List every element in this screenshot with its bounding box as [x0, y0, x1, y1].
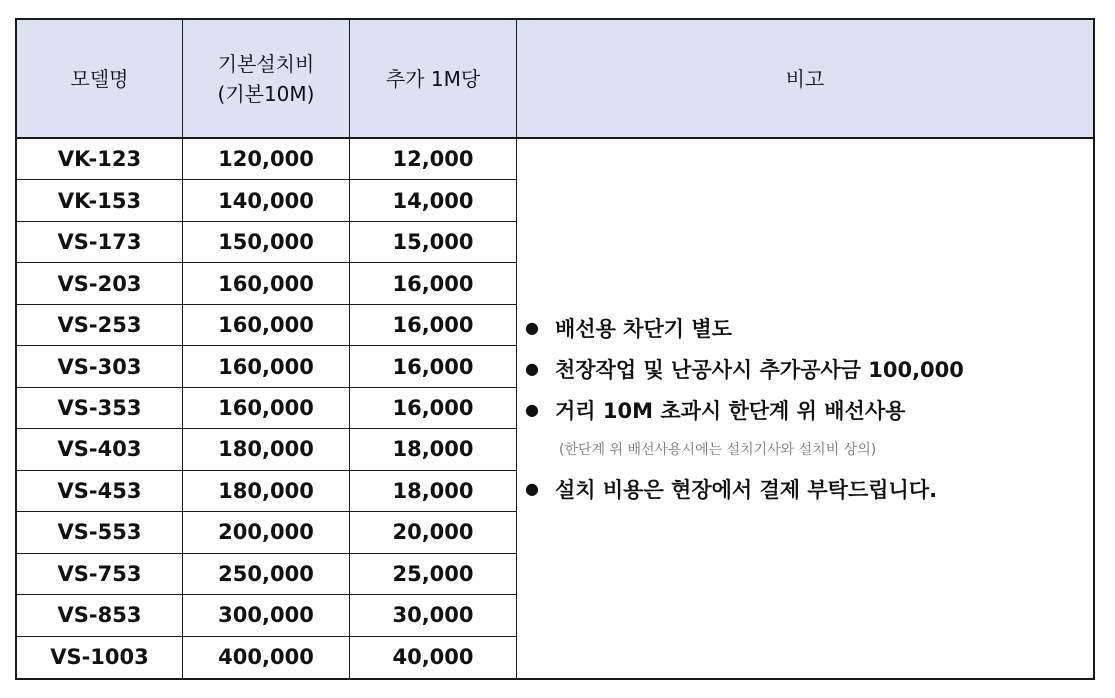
- bullet-icon: ●: [525, 479, 539, 498]
- header-base-fee: [183, 20, 350, 139]
- header-base-fee-line2: (기본10M): [217, 81, 315, 106]
- table-cell-model: [17, 471, 183, 512]
- cell-value-extra: 16,000: [392, 313, 474, 338]
- cell-value-model: VS-303: [57, 354, 142, 379]
- cell-value-extra: 30,000: [392, 603, 474, 628]
- header-model: [17, 20, 183, 139]
- remark-item: [525, 468, 964, 509]
- table-cell-base: [183, 637, 350, 678]
- remark-text: 설치 비용은 현장에서 결제 부탁드립니다.: [555, 477, 938, 502]
- remark-sub-note: (한단계 위 배선사용시에는 설치기사와 설치비 상의): [559, 442, 877, 458]
- cell-value-base: 250,000: [218, 561, 314, 586]
- header-base-fee-line1: 기본설치비: [217, 51, 315, 76]
- table-cell-model: [17, 139, 183, 180]
- cell-value-extra: 18,000: [392, 437, 474, 462]
- remark-item: [525, 389, 964, 430]
- cell-value-extra: 16,000: [392, 395, 474, 420]
- table-cell-extra: [350, 637, 517, 678]
- remark-item: [525, 348, 964, 389]
- cell-value-base: 160,000: [218, 354, 314, 379]
- cell-value-base: 300,000: [218, 603, 314, 628]
- table-cell-model: [17, 429, 183, 470]
- cell-value-base: 200,000: [218, 520, 314, 545]
- remark-text: 천장작업 및 난공사시 추가공사금 100,000: [555, 357, 964, 382]
- table-cell-base: [183, 554, 350, 595]
- cell-value-extra: 14,000: [392, 188, 474, 213]
- cell-value-base: 180,000: [218, 437, 314, 462]
- cell-value-model: VS-453: [57, 478, 142, 503]
- header-extra-per-meter-label: 추가 1M당: [385, 66, 481, 91]
- cell-value-extra: 16,000: [392, 354, 474, 379]
- table-cell-base: [183, 471, 350, 512]
- cell-value-base: 120,000: [218, 147, 314, 172]
- table-cell-model: [17, 263, 183, 304]
- table-cell-extra: [350, 222, 517, 263]
- remark-text: 배선용 차단기 별도: [555, 316, 732, 341]
- cell-value-model: VK-123: [57, 147, 142, 172]
- cell-value-model: VK-153: [57, 188, 142, 213]
- remarks-cell: [517, 139, 1093, 678]
- table-cell-extra: [350, 263, 517, 304]
- table-cell-base: [183, 429, 350, 470]
- table-cell-base: [183, 346, 350, 387]
- table-cell-model: [17, 554, 183, 595]
- table-cell-model: [17, 305, 183, 346]
- table-cell-base: [183, 180, 350, 221]
- table-cell-extra: [350, 180, 517, 221]
- table-cell-extra: [350, 595, 517, 636]
- table-cell-extra: [350, 346, 517, 387]
- table-cell-base: [183, 139, 350, 180]
- header-remarks-label: 비고: [785, 66, 825, 91]
- table-cell-extra: [350, 429, 517, 470]
- cell-value-extra: 16,000: [392, 271, 474, 296]
- bullet-icon: ●: [525, 359, 539, 378]
- cell-value-model: VS-1003: [50, 645, 149, 670]
- table-cell-base: [183, 222, 350, 263]
- table-cell-extra: [350, 305, 517, 346]
- cell-value-extra: 25,000: [392, 561, 474, 586]
- table-cell-model: [17, 388, 183, 429]
- table-cell-model: [17, 637, 183, 678]
- cell-value-extra: 15,000: [392, 230, 474, 255]
- cell-value-extra: 20,000: [392, 520, 474, 545]
- remarks-list: [525, 307, 964, 509]
- header-extra-per-meter: [350, 20, 517, 139]
- table-cell-base: [183, 305, 350, 346]
- header-model-label: 모델명: [70, 66, 129, 91]
- cell-value-base: 150,000: [218, 230, 314, 255]
- cell-value-extra: 12,000: [392, 147, 474, 172]
- table-cell-base: [183, 263, 350, 304]
- cell-value-model: VS-853: [57, 603, 142, 628]
- cell-value-base: 140,000: [218, 188, 314, 213]
- table-cell-model: [17, 180, 183, 221]
- cell-value-model: VS-253: [57, 313, 142, 338]
- table-cell-base: [183, 388, 350, 429]
- table-cell-model: [17, 222, 183, 263]
- table-cell-extra: [350, 554, 517, 595]
- bullet-icon: ●: [525, 318, 539, 337]
- cell-value-model: VS-173: [57, 230, 142, 255]
- table-cell-base: [183, 595, 350, 636]
- bullet-icon: ●: [525, 400, 539, 419]
- table-cell-model: [17, 346, 183, 387]
- cell-value-model: VS-353: [57, 395, 142, 420]
- table-cell-extra: [350, 512, 517, 553]
- cell-value-extra: 40,000: [392, 645, 474, 670]
- table-cell-model: [17, 595, 183, 636]
- cell-value-model: VS-203: [57, 271, 142, 296]
- table-cell-base: [183, 512, 350, 553]
- cell-value-base: 160,000: [218, 313, 314, 338]
- price-table-grid: [17, 20, 1093, 678]
- cell-value-base: 180,000: [218, 478, 314, 503]
- cell-value-model: VS-753: [57, 561, 142, 586]
- remark-item: [525, 307, 964, 348]
- cell-value-base: 160,000: [218, 271, 314, 296]
- cell-value-model: VS-403: [57, 437, 142, 462]
- price-table: [15, 18, 1095, 680]
- table-cell-extra: [350, 139, 517, 180]
- cell-value-model: VS-553: [57, 520, 142, 545]
- table-cell-model: [17, 512, 183, 553]
- remark-text: 거리 10M 초과시 한단계 위 배선사용: [555, 398, 906, 423]
- cell-value-base: 400,000: [218, 645, 314, 670]
- cell-value-extra: 18,000: [392, 478, 474, 503]
- table-cell-extra: [350, 388, 517, 429]
- table-cell-extra: [350, 471, 517, 512]
- cell-value-base: 160,000: [218, 395, 314, 420]
- header-remarks: [517, 20, 1093, 139]
